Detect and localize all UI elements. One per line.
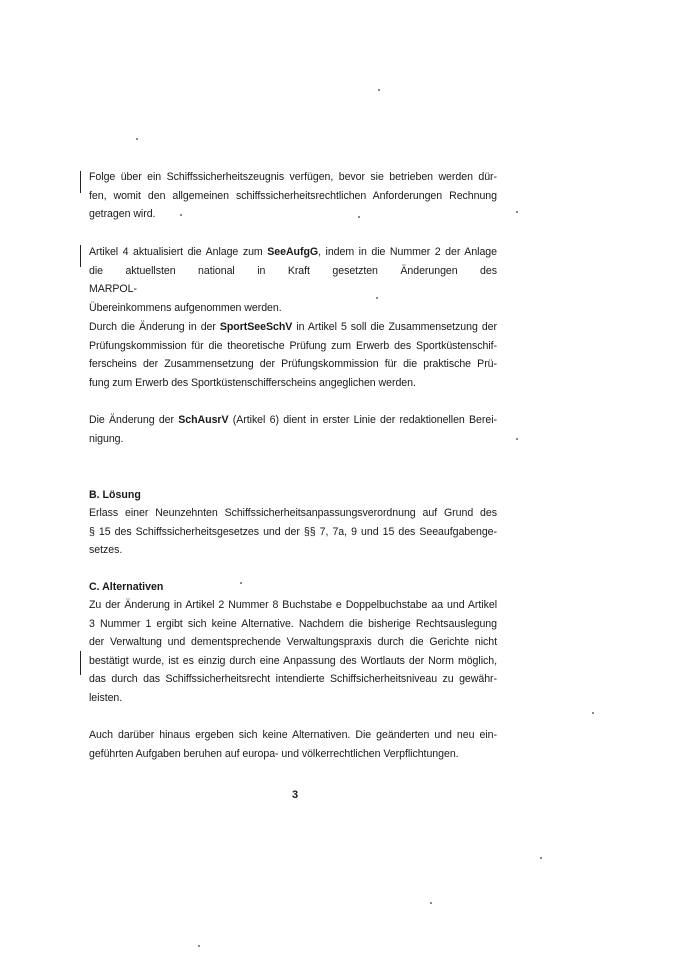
paragraph-2 [89, 243, 497, 317]
paragraph-1 [89, 168, 497, 224]
scan-speck [198, 945, 200, 947]
scan-speck [516, 211, 518, 213]
scan-speck [376, 297, 378, 299]
text-line: nigung. [89, 432, 124, 445]
paragraph-3 [89, 318, 497, 392]
text-line: Auch darüber hinaus ergeben sich keine Alternativen. Die geänderten und neu ein- [89, 729, 497, 741]
text-line: Die Änderung der SchAusrV (Artikel 6) dient in erster Linie der redaktionellen Berei- [89, 414, 497, 426]
text-line: fung zum Erwerb des Sportküstenschifferscheins angeglichen werden. [89, 376, 416, 389]
section-heading-b: B. Lösung [89, 489, 141, 501]
scan-speck [180, 214, 182, 216]
scan-speck [592, 712, 594, 714]
text-line: § 15 des Schiffssicherheitsgesetzes und der §§ 7, 7a, 9 und 15 des Seeaufgabenge- [89, 525, 497, 538]
scan-speck [430, 902, 432, 904]
section-c-text-2 [89, 726, 497, 763]
law-abbreviation: SchAusrV [178, 414, 229, 426]
text-line: Übereinkommens aufgenommen werden. [89, 301, 282, 314]
text-line: der Verwaltung und dementsprechende Verwaltungspraxis durch die Gerichte nicht [89, 636, 497, 648]
page-number: 3 [292, 789, 299, 801]
scan-speck [136, 138, 138, 140]
text-line: leisten. [89, 691, 123, 704]
change-bar-2 [80, 245, 81, 267]
scan-speck [540, 857, 542, 859]
text-line: getragen wird. [89, 208, 156, 220]
text-line: Prüfungskommission für die theoretische Prüfung zum Erwerb des Sportküstenschif- [89, 339, 497, 352]
text-line: bestätigt wurde, ist es einzig durch eine Anpassung des Wortlauts der Norm möglich, [89, 654, 497, 667]
text-line: Folge über ein Schiffssicherheitszeugnis verfügen, bevor sie betrieben werden dür- [89, 171, 497, 183]
section-c-text [89, 596, 497, 707]
scan-speck [240, 582, 242, 584]
paragraph-4 [89, 411, 497, 448]
scan-speck [378, 89, 380, 91]
text-line: die aktuellsten national in Kraft gesetzten Änderungen des MARPOL- [89, 264, 497, 295]
text-line: Zu der Änderung in Artikel 2 Nummer 8 Buchstabe e Doppelbuchstabe aa und Artikel [89, 599, 497, 611]
change-bar-1 [80, 171, 81, 193]
text-line: Erlass einer Neunzehnten Schiffssicherheitsanpassungsverordnung auf Grund des [89, 507, 497, 519]
text-line: setzes. [89, 544, 123, 556]
scan-speck [358, 216, 360, 218]
text-line: geführten Aufgaben beruhen auf europa- und völkerrechtlichen Verpflichtungen. [89, 747, 459, 760]
change-bar-3 [80, 651, 81, 675]
text-line: Durch die Änderung in der SportSeeSchV in Artikel 5 soll die Zusammensetzung der [89, 321, 497, 333]
law-abbreviation: SportSeeSchV [219, 321, 293, 333]
text-line: ferscheins der Zusammensetzung der Prüfungskommission für die praktische Prü- [89, 358, 497, 370]
scan-speck [516, 438, 518, 440]
law-abbreviation: SeeAufgG [267, 246, 319, 258]
section-heading-c: C. Alternativen [89, 581, 164, 593]
text-line: Artikel 4 aktualisiert die Anlage zum SeeAufgG, indem in die Nummer 2 der Anlage [89, 246, 497, 258]
text-line: fen, womit den allgemeinen schiffssicherheitsrechtlichen Anforderungen Rechnung [89, 189, 497, 202]
text-line: das durch das Schiffssicherheitsrecht intendierte Schiffsicherheitsniveau zu gewähr- [89, 673, 497, 685]
section-b-text [89, 504, 497, 560]
text-line: 3 Nummer 1 ergibt sich keine Alternative. Nachdem die bisherige Rechtsauslegung [89, 617, 497, 630]
